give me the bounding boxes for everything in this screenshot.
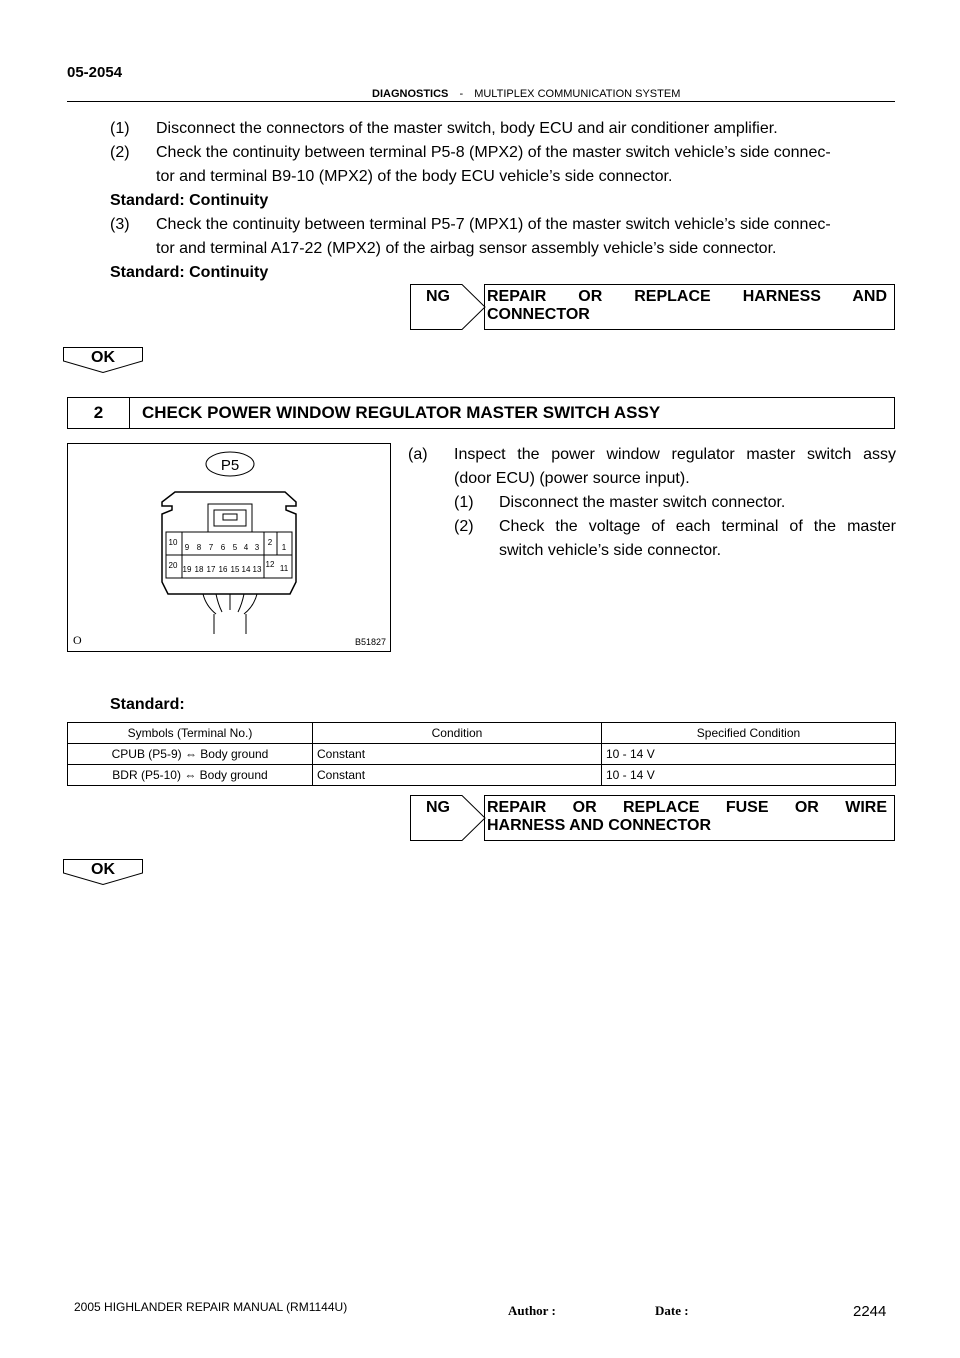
ng-action-1-line1: REPAIR OR REPLACE HARNESS AND xyxy=(487,288,887,305)
step-header xyxy=(67,397,895,429)
page-number: 2244 xyxy=(853,1303,887,1320)
ng-label-2: NG xyxy=(426,799,450,816)
step1-item2: (2) Check the continuity between terminal P5-8 (MPX2) of the master switch vehicle’s side connec- xyxy=(110,144,831,161)
step2-sub2-cont: switch vehicle’s side connector. xyxy=(499,542,722,559)
table-cell: 10 - 14 V xyxy=(602,765,896,786)
author-label: Author : xyxy=(508,1303,556,1318)
pin-8: 8 xyxy=(196,543,202,552)
table-header: Symbols (Terminal No.) xyxy=(68,723,313,744)
corner-mark: O xyxy=(73,633,82,647)
pin-15: 15 xyxy=(230,565,240,574)
table-header-row xyxy=(68,723,896,744)
ng-label-1: NG xyxy=(426,288,450,305)
step2-a: (a) Inspect the power window regulator master switch assy xyxy=(408,446,896,463)
standard-label: Standard: xyxy=(110,696,185,713)
pin-5: 5 xyxy=(232,543,238,552)
subsection-title: MULTIPLEX COMMUNICATION SYSTEM xyxy=(474,88,681,100)
standard-continuity-1: Standard: Continuity xyxy=(110,192,269,209)
ng-action-2-line2: HARNESS AND CONNECTOR xyxy=(487,817,712,834)
step2-a-cont: (door ECU) (power source input). xyxy=(454,470,690,487)
step1-item3-cont: tor and terminal A17-22 (MPX2) of the airbag sensor assembly vehicle’s side connector. xyxy=(156,240,777,257)
pin-13: 13 xyxy=(252,565,262,574)
pin-6: 6 xyxy=(220,543,226,552)
section-title: DIAGNOSTICS xyxy=(372,88,449,100)
step1-item3: (3) Check the continuity between terminal P5-7 (MPX1) of the master switch vehicle’s side connec- xyxy=(110,216,831,233)
connector-label: P5 xyxy=(220,457,240,474)
pin-1: 1 xyxy=(281,543,287,552)
pin-7: 7 xyxy=(208,543,214,552)
figure-code: B51827 xyxy=(354,637,386,647)
date-label: Date : xyxy=(655,1303,689,1318)
pin-11: 11 xyxy=(279,564,289,573)
table-cell: 10 - 14 V xyxy=(602,744,896,765)
connector-diagram xyxy=(68,444,390,651)
connector-figure xyxy=(67,443,391,652)
pin-20: 20 xyxy=(168,561,178,570)
manual-title: 2005 HIGHLANDER REPAIR MANUAL (RM1144U) xyxy=(74,1300,348,1314)
page-code: 05-2054 xyxy=(67,64,123,81)
table-cell: Constant xyxy=(313,744,602,765)
pin-17: 17 xyxy=(206,565,216,574)
table-header: Specified Condition xyxy=(602,723,896,744)
table-cell: BDR (P5-10) ⇔ Body ground xyxy=(68,765,313,786)
table-row xyxy=(68,744,896,765)
standard-continuity-2: Standard: Continuity xyxy=(110,264,269,281)
table-header: Condition xyxy=(313,723,602,744)
running-header xyxy=(372,88,680,100)
pin-3: 3 xyxy=(254,543,260,552)
pin-14: 14 xyxy=(241,565,251,574)
table-row xyxy=(68,765,896,786)
ng-action-2-line1: REPAIR OR REPLACE FUSE OR WIRE xyxy=(487,799,887,816)
ok-label-1: OK xyxy=(91,349,115,366)
step1-item2-cont: tor and terminal B9-10 (MPX2) of the body ECU vehicle’s side connector. xyxy=(156,168,673,185)
step1-item1: (1) Disconnect the connectors of the master switch, body ECU and air conditioner amplifier. xyxy=(110,120,778,137)
step2-sub1: (1) Disconnect the master switch connector. xyxy=(454,494,786,511)
pin-19: 19 xyxy=(182,565,192,574)
table-cell: CPUB (P5-9) ⇔ Body ground xyxy=(68,744,313,765)
header-rule xyxy=(67,101,895,102)
ng-action-1-line2: CONNECTOR xyxy=(487,306,590,323)
pin-9: 9 xyxy=(184,543,190,552)
pin-16: 16 xyxy=(218,565,228,574)
pin-10: 10 xyxy=(168,538,178,547)
step-number: 2 xyxy=(68,398,130,428)
pin-2: 2 xyxy=(267,538,273,547)
pin-12: 12 xyxy=(265,560,275,569)
pin-4: 4 xyxy=(243,543,249,552)
spec-table xyxy=(67,722,896,786)
wire-bundle xyxy=(203,594,257,634)
header-separator: - xyxy=(459,88,464,100)
ok-label-2: OK xyxy=(91,861,115,878)
step2-sub2: (2) Check the voltage of each terminal of the master xyxy=(454,518,896,535)
pin-18: 18 xyxy=(194,565,204,574)
pin-numbers xyxy=(169,538,289,574)
table-cell: Constant xyxy=(313,765,602,786)
step-title: CHECK POWER WINDOW REGULATOR MASTER SWITCH ASSY xyxy=(142,403,661,422)
